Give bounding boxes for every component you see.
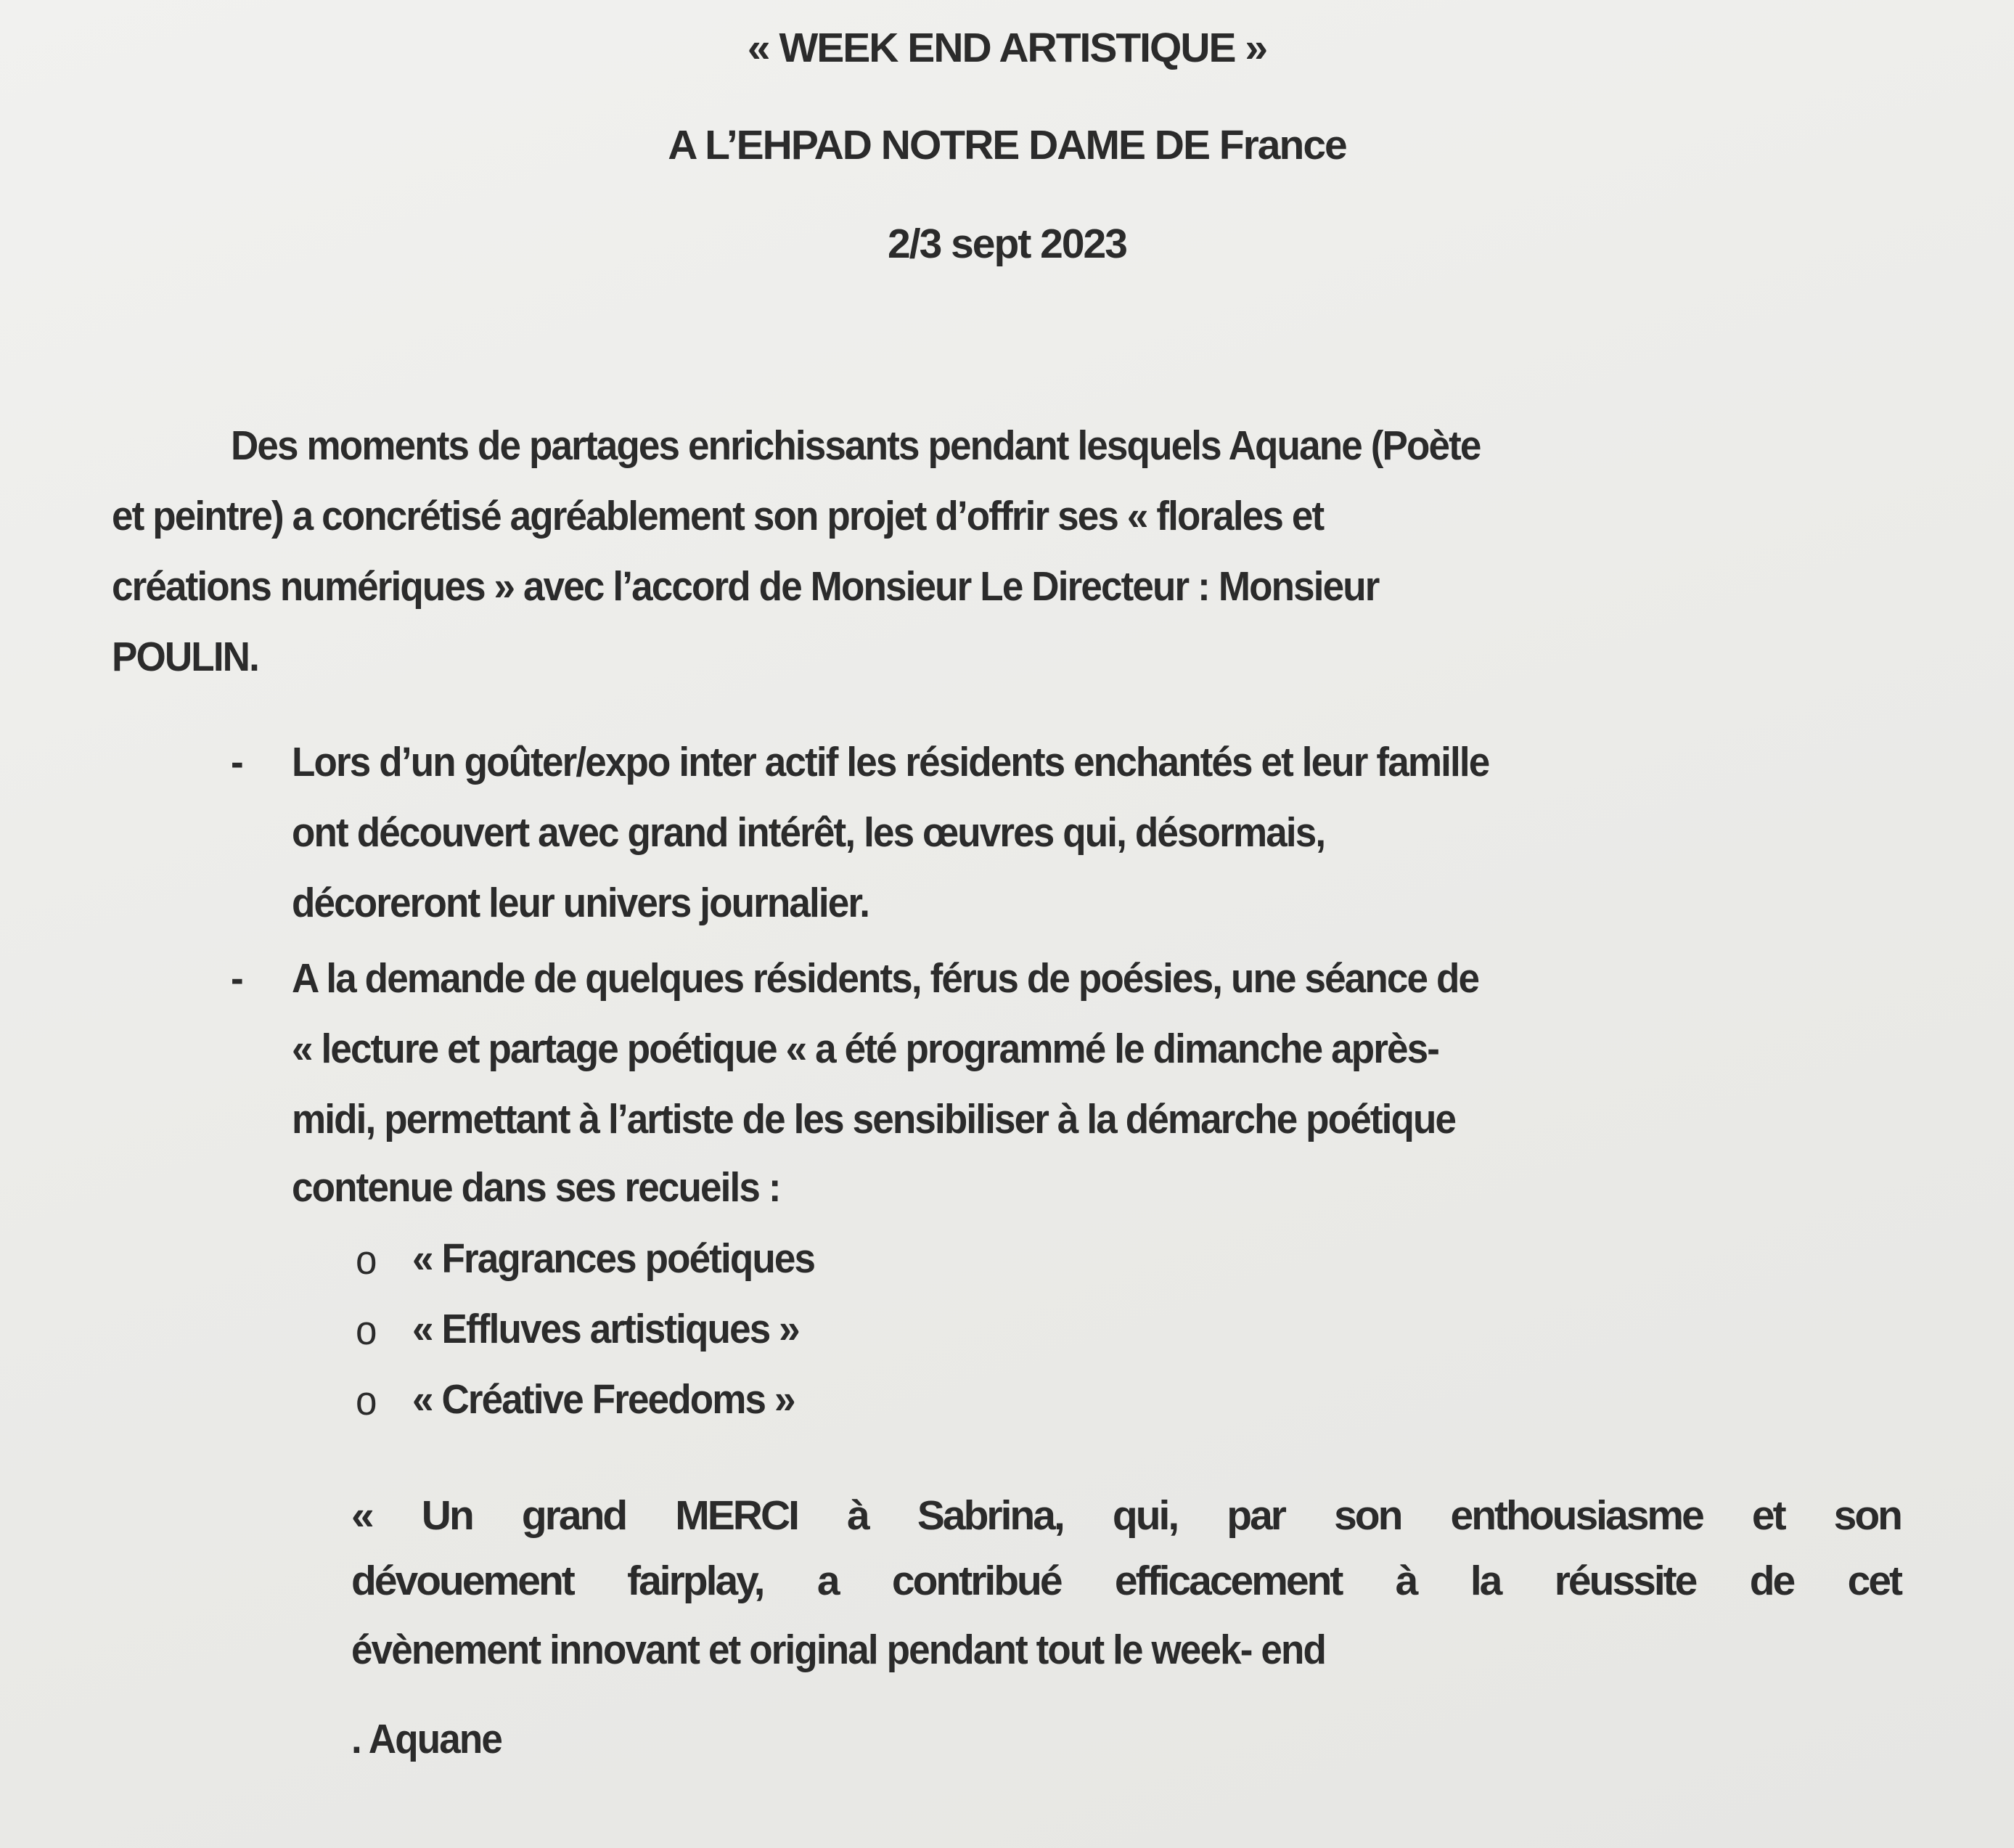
sub-bullet-circle: o xyxy=(356,1237,376,1283)
recueil-item: « Effluves artistiques » xyxy=(412,1306,799,1352)
intro-line: et peintre) a concrétisé agréablement son projet d’offrir ses « florales et xyxy=(112,493,1324,539)
bullet-line: contenue dans ses recueils : xyxy=(292,1164,780,1211)
signature: . Aquane xyxy=(351,1716,502,1762)
document-date: 2/3 sept 2023 xyxy=(888,221,1126,267)
bullet-line: décoreront leur univers journalier. xyxy=(292,880,869,926)
thanks-line: dévouement fairplay, a contribué efficacement à la réussite de cet xyxy=(351,1558,1901,1604)
document-title: « WEEK END ARTISTIQUE » xyxy=(747,25,1267,71)
bullet-dash: - xyxy=(231,739,242,785)
thanks-line: « Un grand MERCI à Sabrina, qui, par son enthousiasme et son xyxy=(351,1492,1901,1539)
bullet-line: Lors d’un goûter/expo inter actif les résidents enchantés et leur famille xyxy=(292,739,1489,785)
intro-line: créations numériques » avec l’accord de Monsieur Le Directeur : Monsieur xyxy=(112,563,1379,610)
bullet-dash: - xyxy=(231,955,242,1002)
sub-bullet-circle: o xyxy=(356,1378,376,1424)
bullet-line: ont découvert avec grand intérêt, les œuvres qui, désormais, xyxy=(292,809,1325,856)
bullet-line: A la demande de quelques résidents, férus de poésies, une séance de xyxy=(292,955,1479,1002)
intro-line: POULIN. xyxy=(112,634,258,680)
recueil-item: « Créative Freedoms » xyxy=(412,1376,795,1423)
thanks-line: évènement innovant et original pendant tout le week- end xyxy=(351,1627,1326,1673)
recueil-item: « Fragrances poétiques xyxy=(412,1235,815,1282)
sub-bullet-circle: o xyxy=(356,1307,376,1354)
intro-line: Des moments de partages enrichissants pendant lesquels Aquane (Poète xyxy=(231,422,1481,469)
bullet-line: « lecture et partage poétique « a été programmé le dimanche après- xyxy=(292,1026,1439,1072)
document-place: A L’EHPAD NOTRE DAME DE France xyxy=(668,122,1346,168)
bullet-line: midi, permettant à l’artiste de les sensibiliser à la démarche poétique xyxy=(292,1096,1456,1142)
